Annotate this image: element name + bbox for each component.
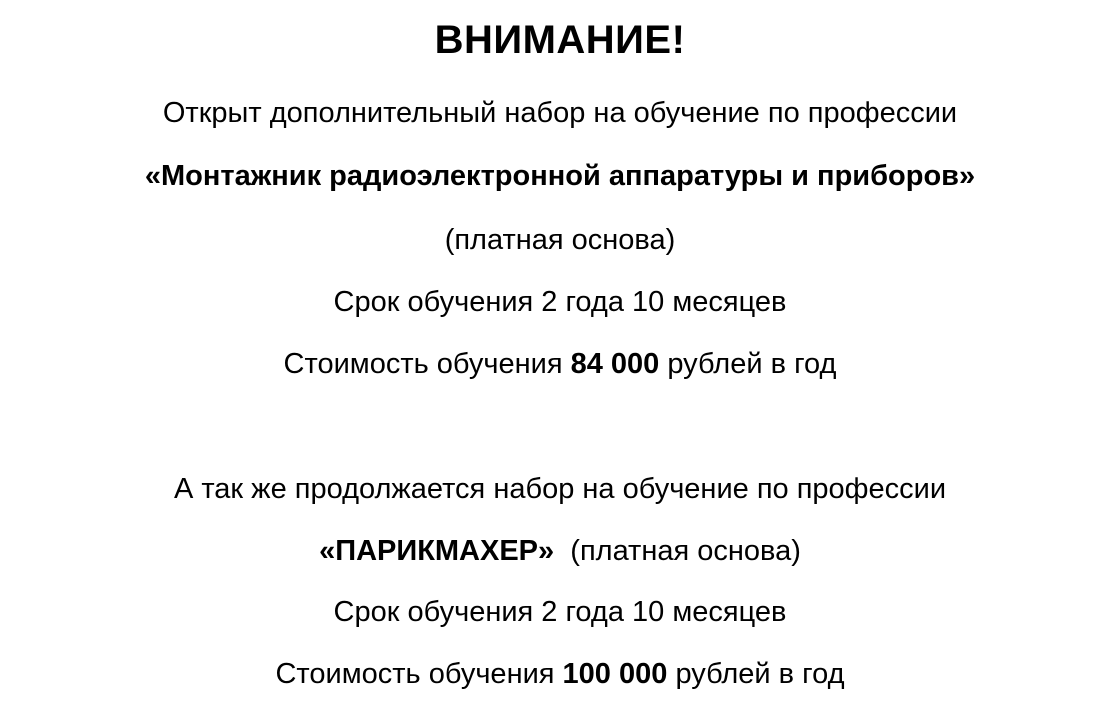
- offer2-cost-prefix: Стоимость обучения: [275, 658, 555, 690]
- offer2-cost: [0, 654, 1120, 694]
- offer1-profession: «Монтажник радиоэлектронной аппаратуры и приборов»: [144, 160, 976, 192]
- offer1-cost-suffix: рублей в год: [667, 348, 837, 380]
- offer1-duration: Срок обучения 2 года 10 месяцев: [333, 286, 787, 318]
- offer2-basis: (платная основа): [570, 535, 801, 567]
- offer2-profession-line: [0, 531, 1120, 571]
- offer1-intro: Открыт дополнительный набор на обучение по профессии: [162, 97, 958, 129]
- offer2-cost-value: 100 000: [562, 658, 668, 690]
- offer1-cost: [0, 344, 1120, 384]
- offer2-intro: А так же продолжается набор на обучение по профессии: [173, 473, 947, 505]
- offer1-basis: (платная основа): [444, 224, 676, 256]
- page-title: ВНИМАНИЕ!: [434, 18, 686, 62]
- offer2-duration: Срок обучения 2 года 10 месяцев: [333, 596, 787, 628]
- offer2-profession: «ПАРИКМАХЕР»: [319, 535, 555, 567]
- offer1-cost-value: 84 000: [570, 348, 660, 380]
- offer1-cost-prefix: Стоимость обучения: [283, 348, 563, 380]
- offer2-cost-suffix: рублей в год: [675, 658, 845, 690]
